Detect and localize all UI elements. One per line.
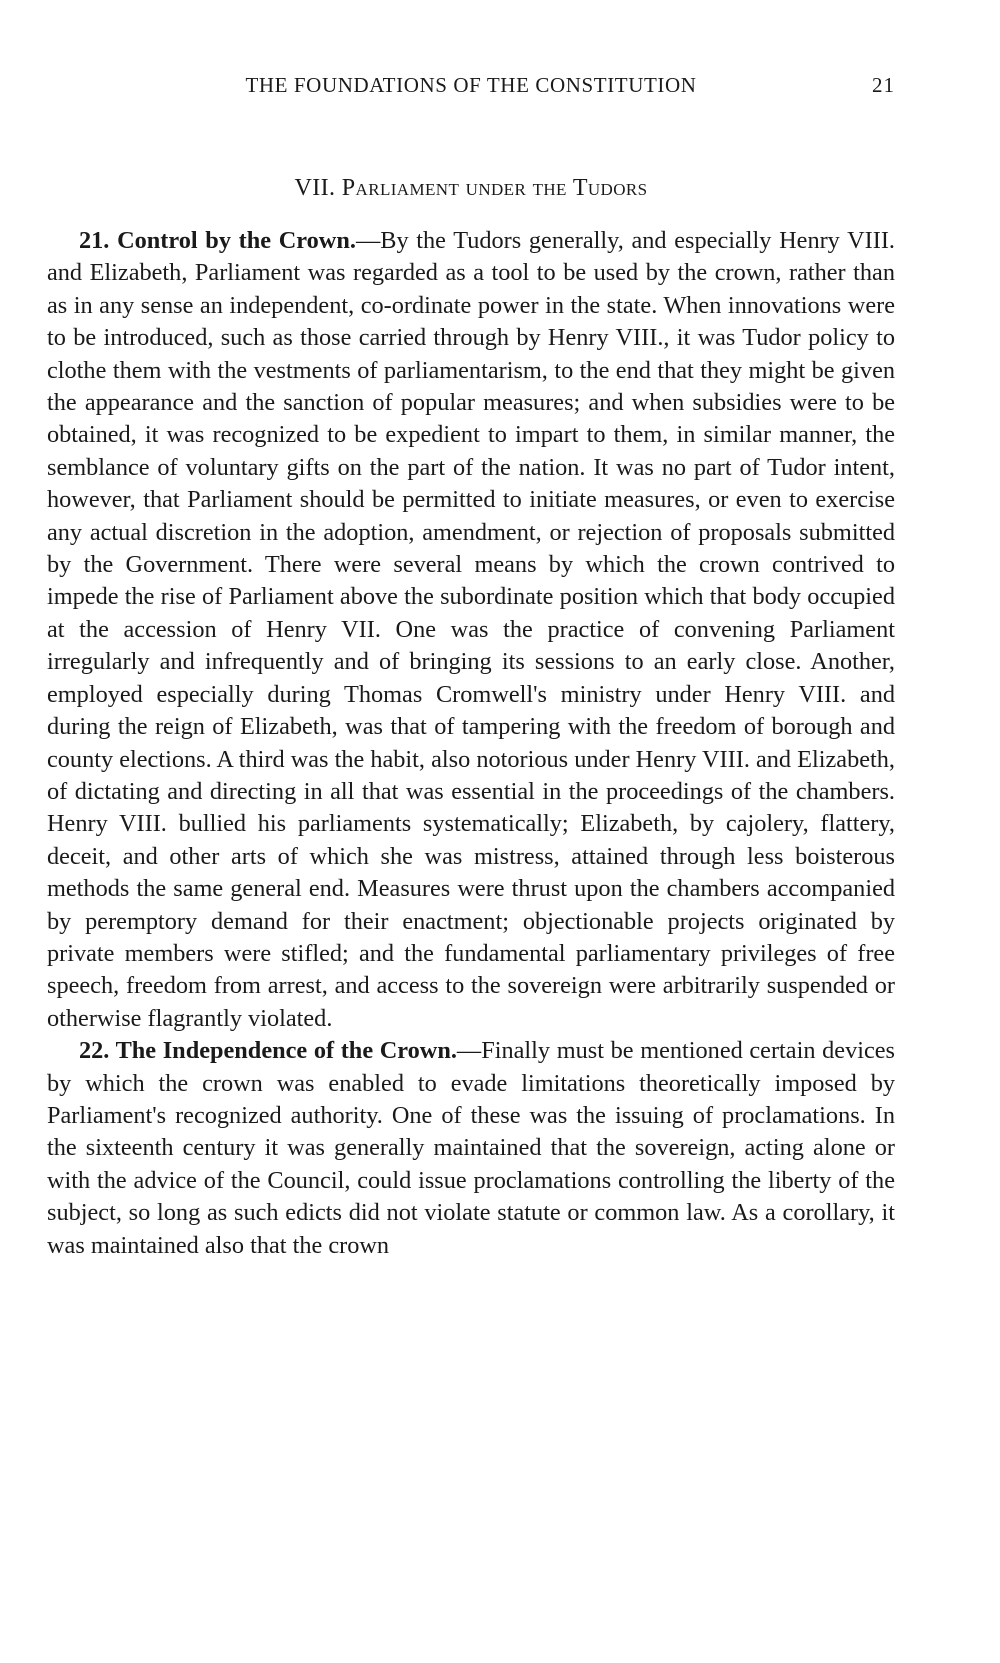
paragraph-heading: 21. Control by the Crown. (79, 227, 356, 254)
paragraph-heading: 22. The Independence of the Crown. (79, 1037, 457, 1065)
running-head (47, 73, 895, 103)
section-heading: VII. Parliament under the Tudors (294, 175, 648, 201)
page-number: 21 (872, 73, 895, 97)
paragraph-21 (47, 225, 895, 1035)
paragraph-text: —By the Tudors generally, and especially Henry VIII. and Elizabeth, Parliament was regarded as a tool to be used by the crown, rather than as in any sense an independent, co-ordinate power in the state. When innovations were to be introduced, such as those carried through by Henry VIII., it was Tudor policy to clothe them with the vestments of parliamentarism, to the end that they might be given the appearance and the sanction of popular measures; and when subsidies were to be obtained, it was recognized to be expedient to impart to them, in similar manner, the semblance of voluntary gifts on the part of the nation. It was no part of Tudor intent, however, that Parliament should be permitted to initiate measures, or even to exercise any actual discretion in the adoption, amendment, or rejection of proposals submitted by the Government. There were several means by which the crown contrived to impede the rise of Parliament above the subordinate position which that body occupied at the accession of Henry VII. One was the practice of convening Parliament irregularly and infrequently and of bringing its sessions to an early close. Another, employed especially during Thomas Cromwell's ministry under Henry VIII. and during the reign of Elizabeth, was that of tampering with the freedom of borough and county elections. A third was the habit, also notorious under Henry VIII. and Elizabeth, of dictating and directing in all that was essential in the proceedings of the chambers. Henry VIII. bullied his parliaments systematically; Elizabeth, by cajolery, flattery, deceit, and other arts of which she was mistress, attained through less boisterous methods the same general end. Measures were thrust upon the chambers accompanied by peremptory demand for their enactment; objectionable projects originated by private members were stifled; and the fundamental parliamentary privileges of free speech, freedom from arrest, and access to the sovereign were arbitrarily suspended or otherwise flagrantly violated. (47, 227, 895, 1032)
paragraph-22 (47, 1035, 895, 1262)
body-text (47, 225, 895, 1262)
running-title: THE FOUNDATIONS OF THE CONSTITUTION (245, 73, 697, 97)
paragraph-text: —Finally must be mentioned certain devices by which the crown was enabled to evade limitations theoretically imposed by Parliament's recognized authority. One of these was the issuing of proclamations. In the sixteenth century it was generally maintained that the sovereign, acting alone or with the advice of the Council, could issue proclamations controlling the liberty of the subject, so long as such edicts did not violate statute or common law. As a corollary, it was maintained also that the crown (47, 1037, 895, 1259)
book-page (47, 0, 895, 1663)
